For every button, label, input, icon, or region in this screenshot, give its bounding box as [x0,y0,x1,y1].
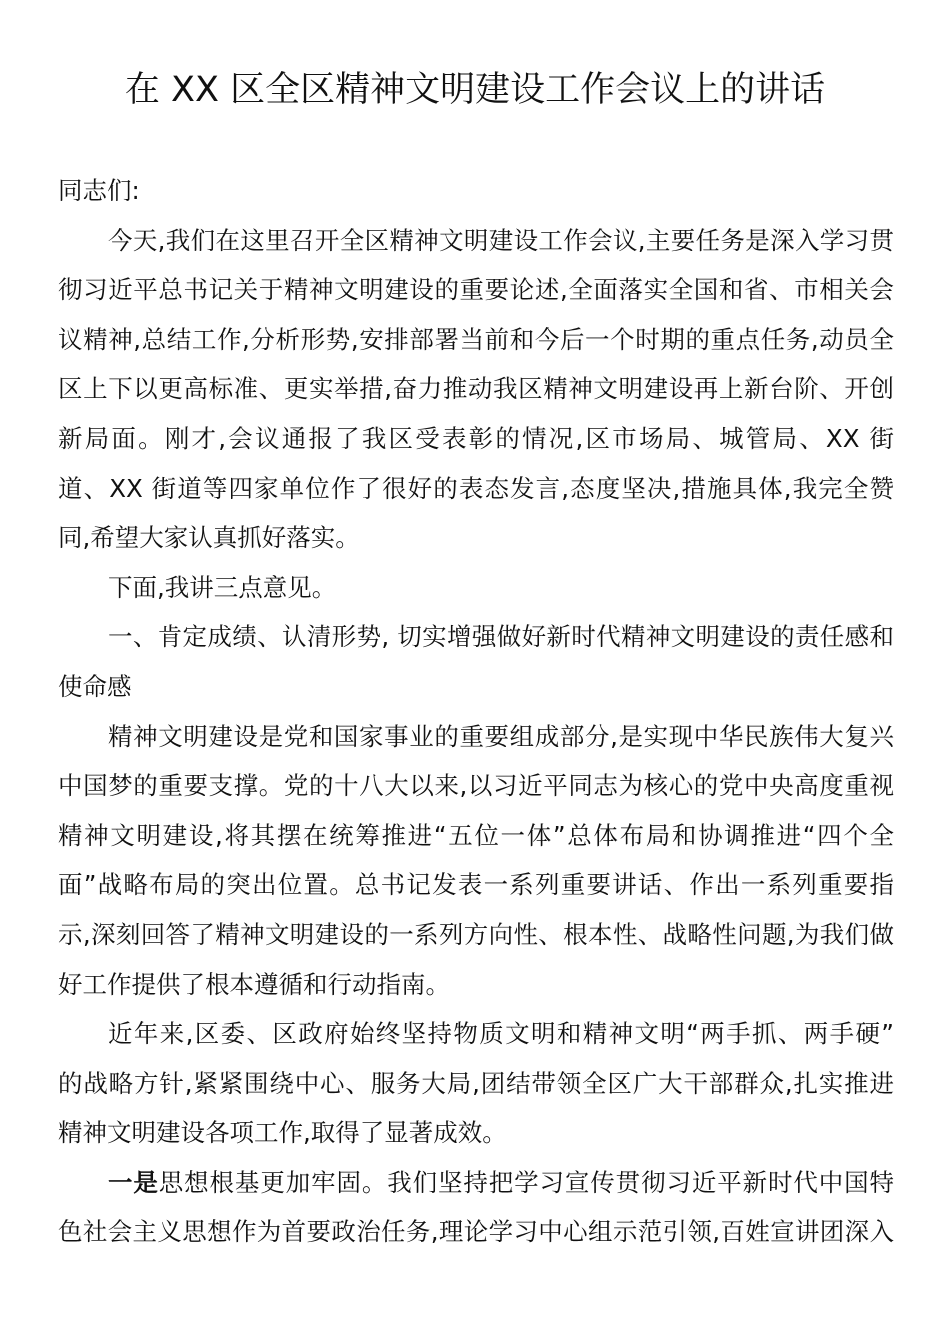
paragraph-line: 区上下以更高标准、更实举措,奋力推动我区精神文明建设再上新台阶、开创 [58,374,894,404]
section-heading-1 [58,612,894,711]
salutation: 同志们: [58,176,140,205]
paragraph-line: 今天,我们在这里召开全区精神文明建设工作会议,主要任务是深入学习贯 [108,225,894,255]
paragraph-line: 色社会主义思想作为首要政治任务,理论学习中心组示范引领,百姓宣讲团深入 [58,1217,894,1247]
paragraph-line-text: 思想根基更加牢固。我们坚持把学习宣传贯彻习近平新时代中国特 [158,1167,895,1197]
paragraph-line: 道、XX 街道等四家单位作了很好的表态发言,态度坚决,措施具体,我完全赞 [58,473,894,503]
paragraph-line: 的战略方针,紧紧围绕中心、服务大局,团结带领全区广大干部群众,扎实推进 [58,1068,894,1098]
paragraph-line: 示,深刻回答了精神文明建设的一系列方向性、根本性、战略性问题,为我们做 [58,919,894,949]
paragraph-three-points [58,563,894,613]
heading-line: 使命感 [58,671,132,701]
paragraph-line: 精神文明建设各项工作,取得了显著成效。 [58,1118,507,1148]
paragraph-recent-years [58,1009,894,1158]
paragraph-line: 新局面。刚才,会议通报了我区受表彰的情况,区市场局、城管局、XX 街 [58,423,894,453]
heading-line: 一、肯定成绩、认清形势, 切实增强做好新时代精神文明建设的责任感和 [108,622,894,652]
document-body [58,166,894,1257]
bold-lead-text: 一是 [108,1167,159,1197]
paragraph-line: 中国梦的重要支撑。党的十八大以来,以习近平同志为核心的党中央高度重视 [58,771,894,801]
paragraph-line: 同,希望大家认真抓好落实。 [58,523,360,553]
paragraph-line: 近年来,区委、区政府始终坚持物质文明和精神文明“两手抓、两手硬” [108,1019,894,1049]
paragraph-importance [58,712,894,1010]
paragraph-opening [58,216,894,563]
paragraph-line: 面”战略布局的突出位置。总书记发表一系列重要讲话、作出一系列重要指 [58,870,894,900]
document-title: 在 XX 区全区精神文明建设工作会议上的讲话 [124,70,826,110]
paragraph-line: 彻习近平总书记关于精神文明建设的重要论述,全面落实全国和省、市相关会 [58,275,894,305]
paragraph-line [58,1158,894,1208]
paragraph-line: 好工作提供了根本遵循和行动指南。 [58,969,450,999]
paragraph-first-point [58,1158,894,1257]
paragraph-line: 议精神,总结工作,分析形势,安排部署当前和今后一个时期的重点任务,动员全 [58,324,894,354]
paragraph-line: 下面,我讲三点意见。 [108,572,337,602]
paragraph-line: 精神文明建设,将其摆在统筹推进“五位一体”总体布局和协调推进“四个全 [58,820,894,850]
paragraph-line: 精神文明建设是党和国家事业的重要组成部分,是实现中华民族伟大复兴 [108,721,894,751]
